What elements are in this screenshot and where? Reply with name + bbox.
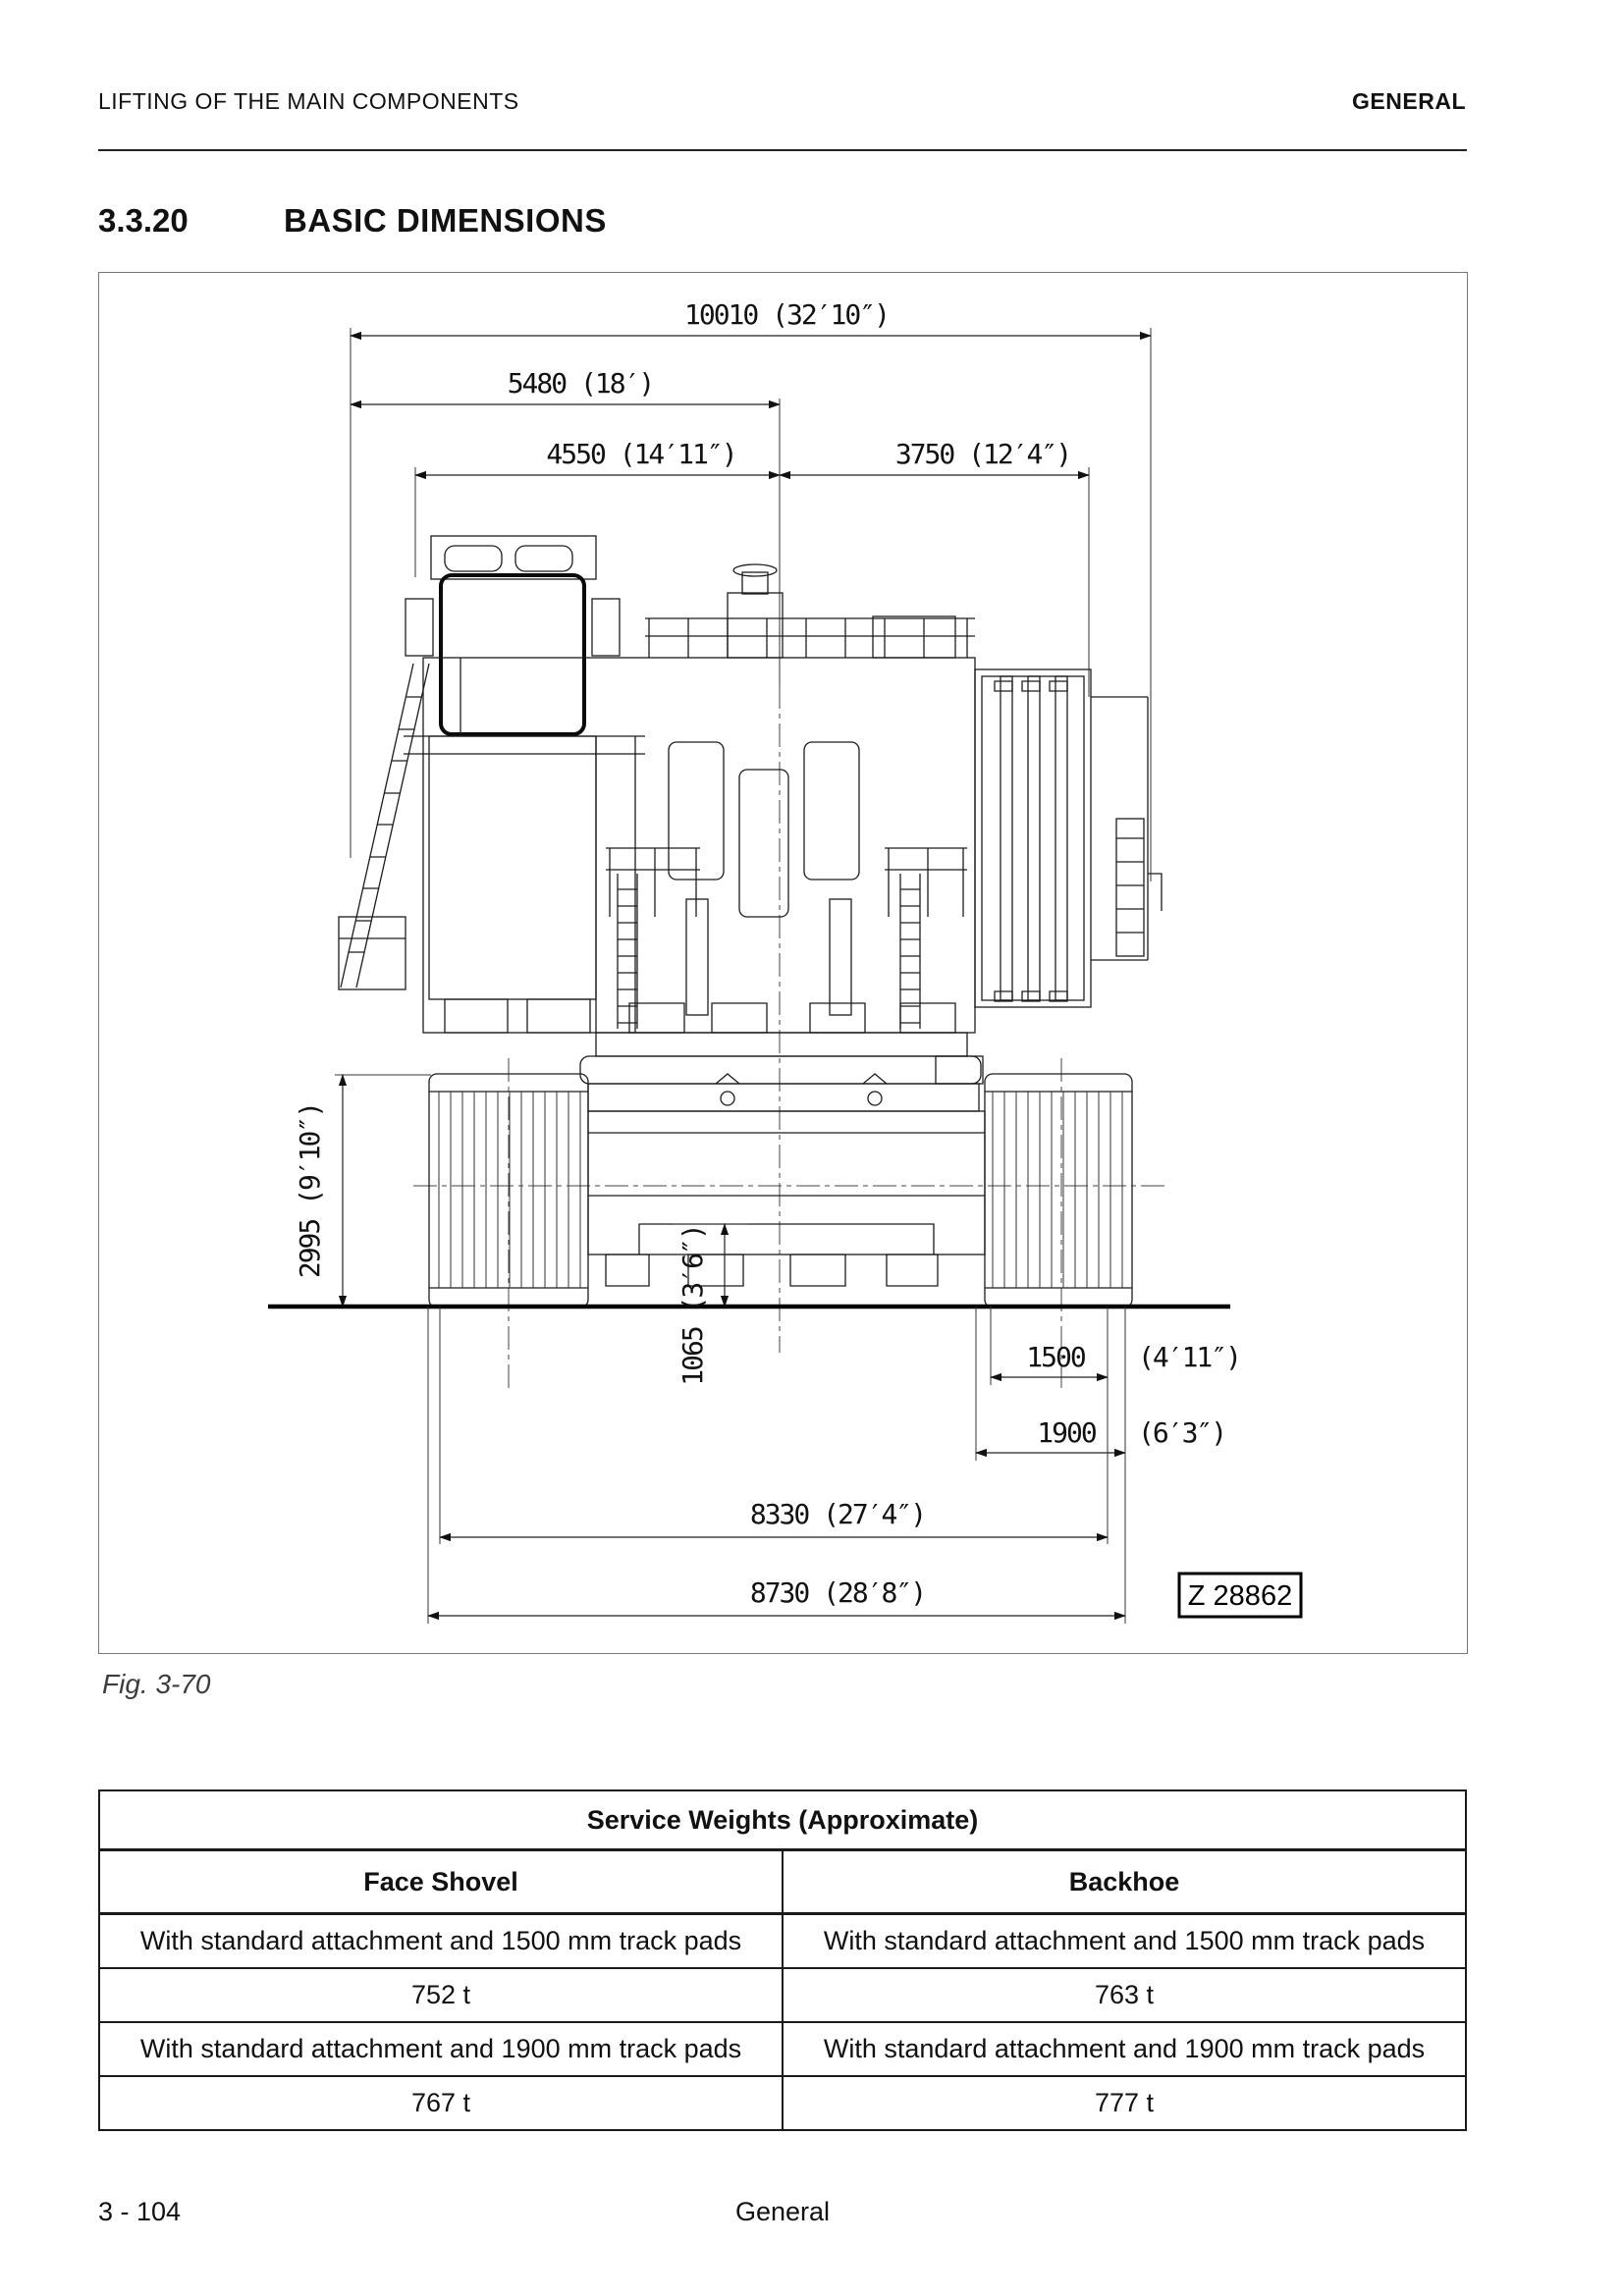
boarding-stairs [339,664,429,989]
table-cell: With standard attachment and 1900 mm track pads [783,2022,1466,2076]
roof-hatch-panel [431,536,596,579]
table-cell: 767 t [99,2076,783,2130]
dim-pad-1900 [976,1416,1225,1453]
dim-label: 1900 [1037,1416,1096,1449]
dim-track-height [294,1075,343,1307]
service-weights-table [98,1789,1467,2131]
table-cell: 752 t [99,1968,783,2022]
header-right: GENERAL [1352,88,1466,114]
cooler-package [975,669,1091,1007]
table-cell: 763 t [783,1968,1466,2022]
footer-page-number: 3 - 104 [98,2197,182,2226]
figure-frame [98,272,1468,1654]
column-header-backhoe: Backhoe [783,1850,1466,1914]
excavator-undercarriage [429,1033,1132,1308]
figure-caption: Fig. 3-70 [102,1669,211,1699]
dim-label: 1065 (3′6″) [676,1225,709,1386]
dim-label: 4550 (14′11″) [546,438,736,470]
table-cell: 777 t [783,2076,1466,2130]
dim-label-ft: (4′11″) [1138,1341,1241,1373]
table-cell: With standard attachment and 1500 mm track pads [783,1914,1466,1969]
dim-label: 5480 (18′) [507,367,654,400]
service-door [429,736,596,999]
swing-circle [596,1033,967,1056]
table-title: Service Weights (Approximate) [99,1790,1466,1850]
exhaust-stack [728,564,783,658]
header-left: LIFTING OF THE MAIN COMPONENTS [98,88,519,114]
dim-pad-1500 [991,1341,1240,1377]
dim-label: 8330 (27′4″) [749,1498,926,1530]
dim-track-length-outer [428,1576,1125,1616]
dim-track-length-inner [440,1498,1108,1537]
footer-chapter: General [734,2197,831,2226]
ladder-left [618,874,637,1029]
track-right [985,1074,1132,1308]
dim-upper-front [351,367,780,404]
operator-cab [441,575,584,734]
roof-railing [645,618,975,658]
dim-label: 8730 (28′8″) [749,1576,926,1609]
page-title: BASIC DIMENSIONS [284,202,607,239]
excavator-superstructure [339,536,1162,1033]
ladder-right [900,874,920,1029]
drawing-number-box [1179,1574,1301,1617]
dim-label: 2995 (9′10″) [294,1102,326,1279]
dim-label: 3750 (12′4″) [894,438,1071,470]
dim-label: 1500 [1026,1341,1085,1373]
dim-overall-top [351,298,1151,336]
dim-label-ft: (6′3″) [1138,1416,1226,1449]
dim-upper-rear [780,438,1089,475]
header-rule [98,149,1467,151]
section-number: 3.3.20 [98,202,189,239]
drawing-number: Z 28862 [1187,1580,1293,1612]
dim-upper-front-inner [415,438,780,475]
basic-dimensions-drawing [99,273,1467,1653]
dim-label: 10010 (32′10″) [683,298,890,331]
column-header-face-shovel: Face Shovel [99,1850,783,1914]
machinery-house [423,658,975,1033]
table-cell: With standard attachment and 1500 mm track pads [99,1914,783,1969]
table-cell: With standard attachment and 1900 mm track pads [99,2022,783,2076]
